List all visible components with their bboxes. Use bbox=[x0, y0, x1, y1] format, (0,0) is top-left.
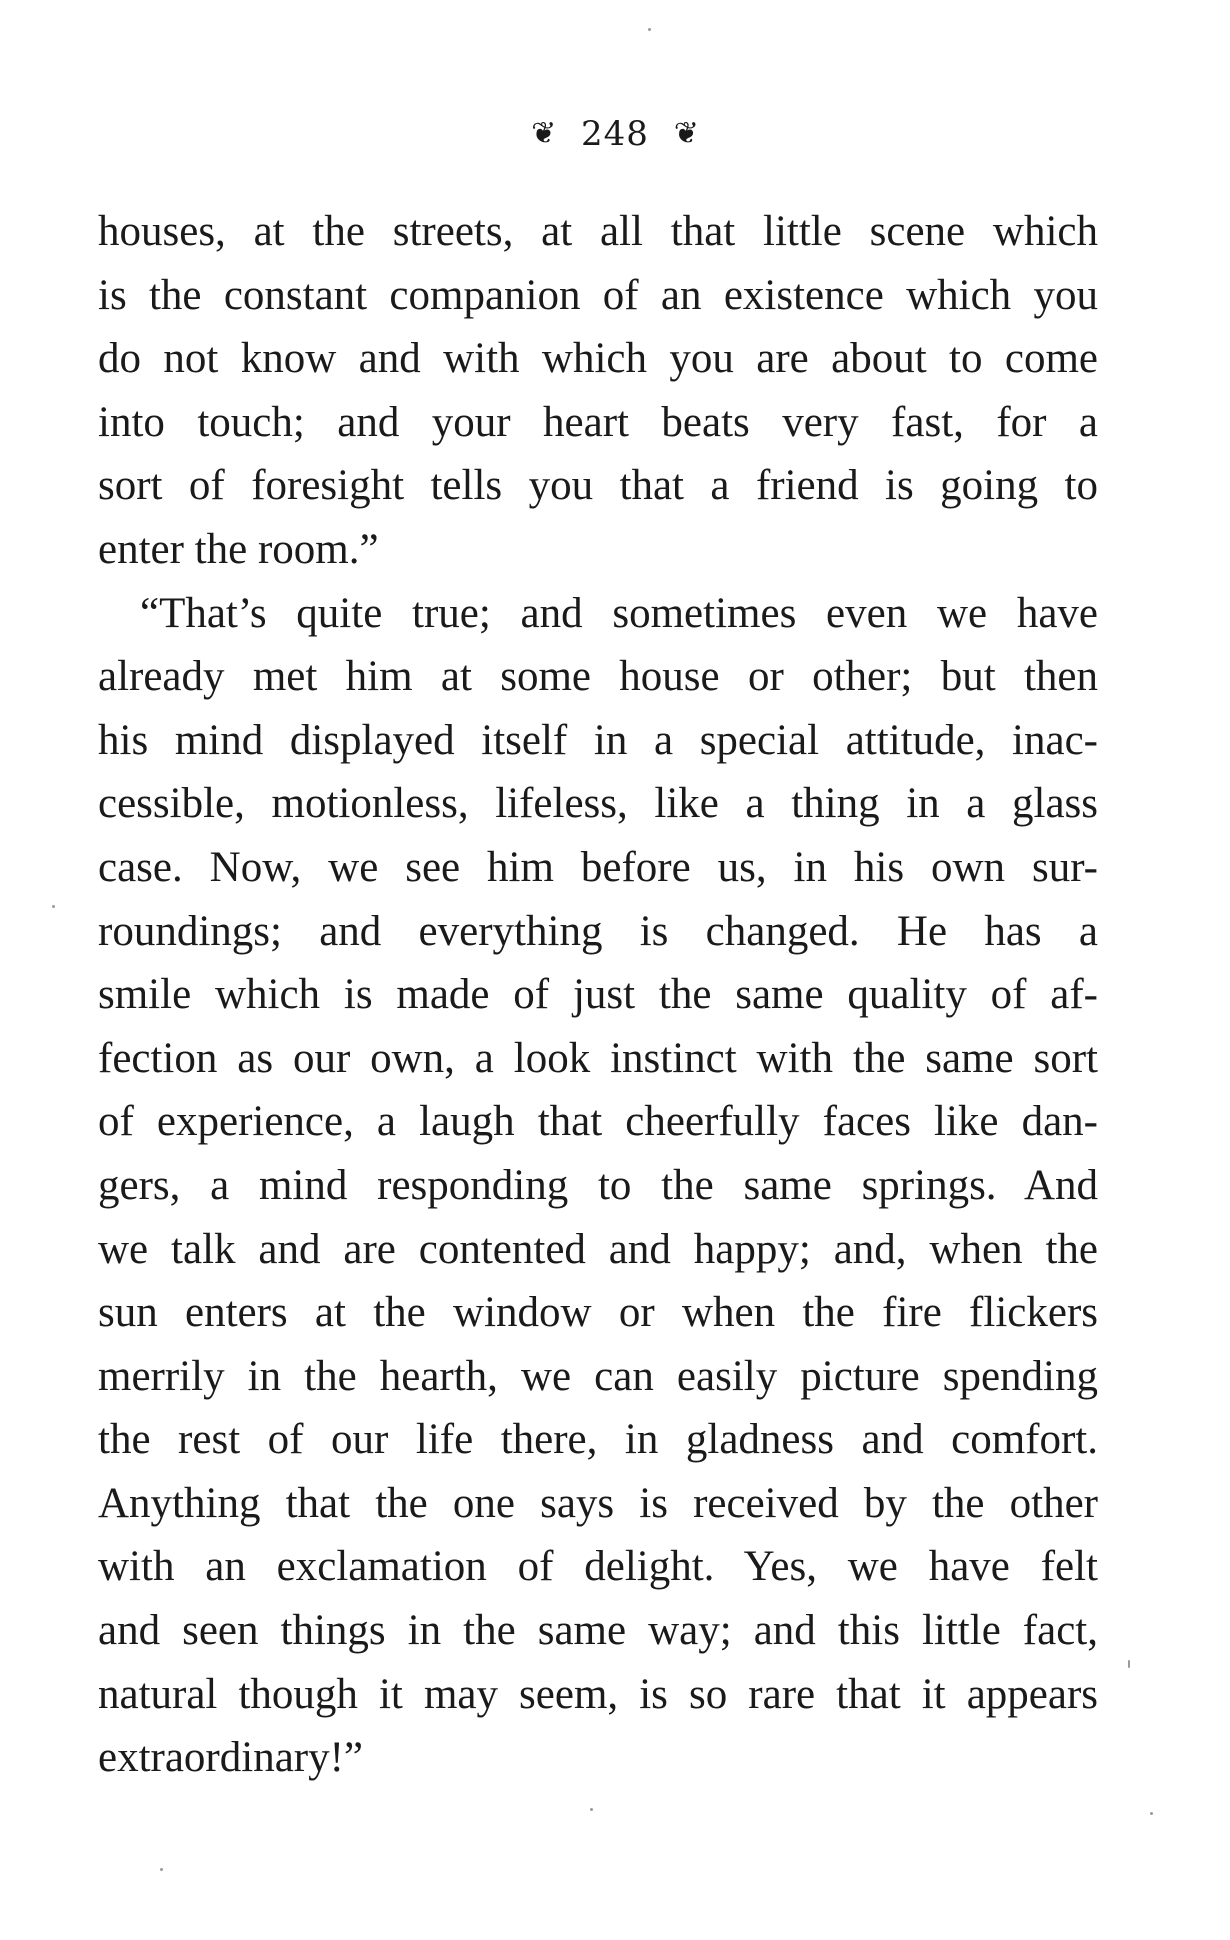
text-line: with an exclamation of delight. Yes, we have felt bbox=[98, 1543, 1098, 1591]
text-line: of experience, a laugh that cheerfully faces like dan- bbox=[98, 1098, 1098, 1146]
text-line: merrily in the hearth, we can easily picture spending bbox=[98, 1352, 1098, 1400]
text-line: and seen things in the same way; and this little fact, bbox=[98, 1607, 1098, 1655]
page-header bbox=[0, 112, 1230, 154]
text-line: do not know and with which you are about to come bbox=[98, 335, 1098, 383]
text-line: cessible, motionless, lifeless, like a thing in a glass bbox=[98, 780, 1098, 828]
text-line: is the constant companion of an existence which you bbox=[98, 271, 1098, 319]
text-line: his mind displayed itself in a special attitude, inac- bbox=[98, 716, 1098, 764]
paper-speck bbox=[52, 905, 55, 908]
text-line: roundings; and everything is changed. He has a bbox=[98, 907, 1098, 955]
text-line: sun enters at the window or when the fire flickers bbox=[98, 1289, 1098, 1337]
paper-speck bbox=[1128, 1660, 1130, 1668]
text-line: enter the room.” bbox=[98, 525, 379, 573]
text-line: extraordinary!” bbox=[98, 1734, 364, 1782]
text-line: gers, a mind responding to the same springs. And bbox=[98, 1161, 1098, 1209]
text-line: fection as our own, a look instinct with the same sort bbox=[98, 1034, 1098, 1082]
text-line: into touch; and your heart beats very fast, for a bbox=[98, 398, 1098, 446]
paper-speck bbox=[590, 1808, 593, 1811]
paper-speck bbox=[160, 1868, 163, 1871]
paper-speck bbox=[648, 28, 651, 31]
body-text bbox=[98, 200, 1098, 1790]
text-line: “That’s quite true; and sometimes even we have bbox=[140, 589, 1098, 637]
text-line: smile which is made of just the same quality of af- bbox=[98, 971, 1098, 1019]
text-line: the rest of our life there, in gladness and comfort. bbox=[98, 1416, 1098, 1464]
text-line: we talk and are contented and happy; and, when the bbox=[98, 1225, 1098, 1273]
fleuron-right-icon: ❦ bbox=[673, 116, 699, 151]
text-line: natural though it may seem, is so rare that it appears bbox=[98, 1670, 1098, 1718]
text-line: case. Now, we see him before us, in his own sur- bbox=[98, 843, 1098, 891]
text-line: sort of foresight tells you that a friend is going to bbox=[98, 462, 1098, 510]
fleuron-left-icon: ❦ bbox=[531, 116, 557, 151]
text-line: houses, at the streets, at all that little scene which bbox=[98, 208, 1098, 255]
page-number: 248 bbox=[581, 114, 649, 154]
text-line: Anything that the one says is received by the other bbox=[98, 1479, 1098, 1527]
text-line: already met him at some house or other; but then bbox=[98, 653, 1098, 701]
paper-speck bbox=[1150, 1812, 1153, 1815]
